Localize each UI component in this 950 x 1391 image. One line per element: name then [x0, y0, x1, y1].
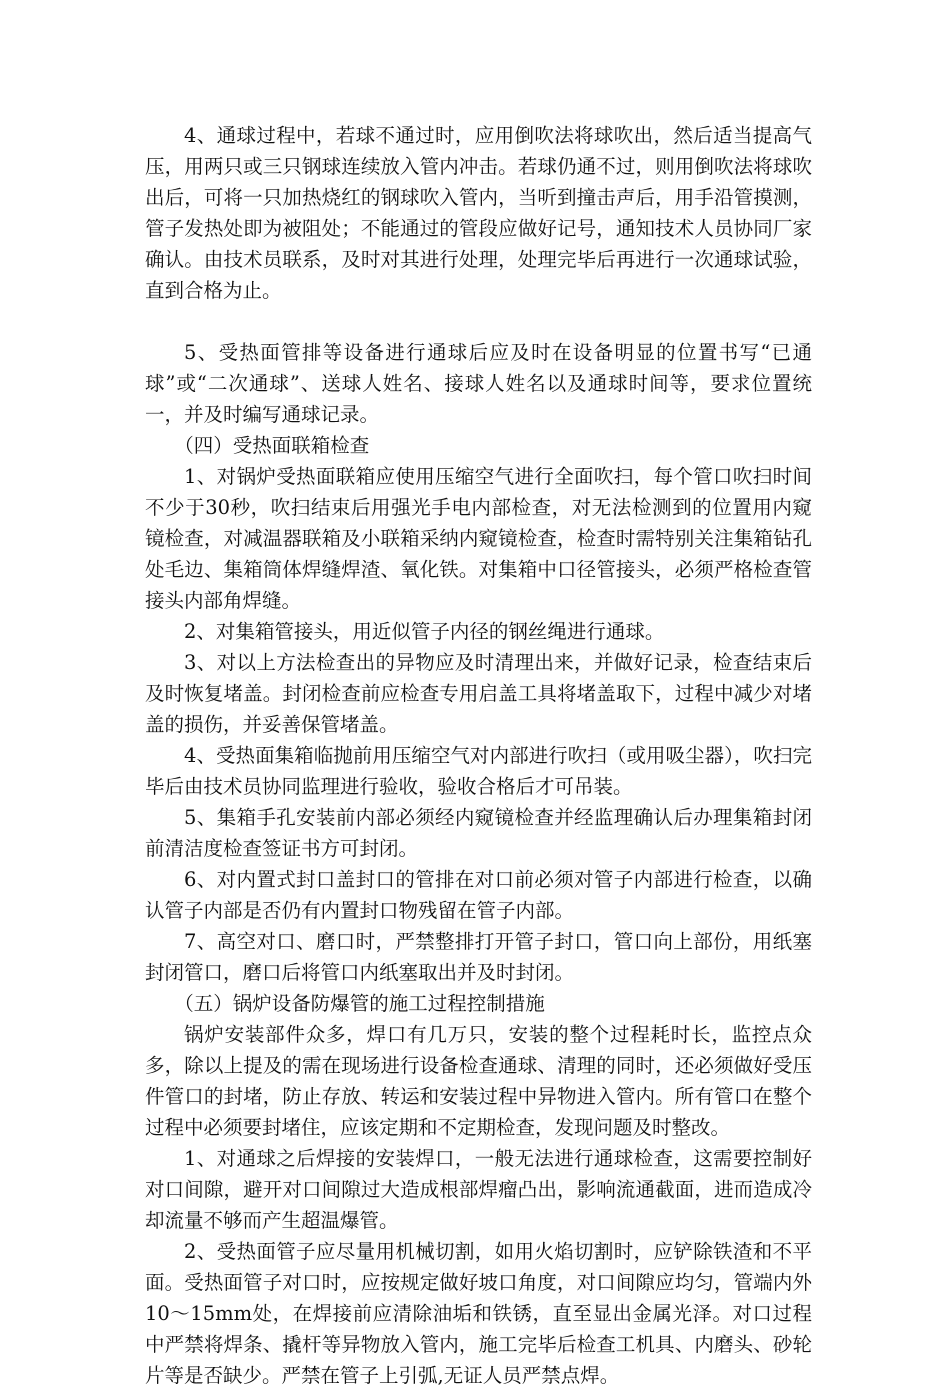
paragraph-header-purge: 1、对锅炉受热面联箱应使用压缩空气进行全面吹扫，每个管口吹扫时间不少于30秒，吹扫结束后用强光手电内部检查，对无法检测到的位置用内窥镜检查，对减温器联箱及小联箱采纳内窥镜检查，检查时需特别关注集箱钻孔处毛边、集箱筒体焊缝焊渣、氧化铁。对集箱中口径管接头，必须严格检查管接头内部角焊缝。 [145, 465, 812, 612]
paragraph-ball-blocked: 4、通球过程中，若球不通过时，应用倒吹法将球吹出，然后适当提高气压，用两只或三只钢球连续放入管内冲击。若球仍通不过，则用倒吹法将球吹出后，可将一只加热烧红的钢球吹入管内，当听到撞击声后，用手沿管摸测，管子发热处即为被阻处；不能通过的管段应做好记号，通知技术人员协同厂家确认。由技术员联系，及时对其进行处理，处理完毕后再进行一次通球试验，直到合格为止。 [145, 124, 812, 302]
paragraph-header-stub-ball: 2、对集箱管接头，用近似管子内径的钢丝绳进行通球。 [184, 620, 665, 643]
paragraph-inner-cap-check: 6、对内置式封口盖封口的管排在对口前必须对管子内部进行检查，以确认管子内部是否仍有内置封口物残留在管子内部。 [145, 868, 812, 922]
paragraph-header-before-lifting: 4、受热面集箱临抛前用压缩空气对内部进行吹扫（或用吸尘器），吹扫完毕后由技术员协同监理进行验收，验收合格后才可吊装。 [145, 744, 812, 798]
paragraph-marking: 5、受热面管排等设备进行通球后应及时在设备明显的位置书写“已通球”或“二次通球”、送球人姓名、接球人姓名以及通球时间等，要求位置统一，并及时编写通球记录。 [145, 341, 812, 426]
paragraph-handhole-closing: 5、集箱手孔安装前内部必须经内窥镜检查并经监理确认后办理集箱封闭前清洁度检查签证书方可封闭。 [145, 806, 812, 860]
paragraph-fitup-gap: 1、对通球之后焊接的安装焊口，一般无法进行通球检查，这需要控制好对口间隙，避开对口间隙过大造成根部焊瘤凸出，影响流通截面，进而造成冷却流量不够而产生超温爆管。 [145, 1147, 812, 1232]
paragraph-high-altitude-fitup: 7、高空对口、磨口时，严禁整排打开管子封口，管口向上部份，用纸塞封闭管口，磨口后将管口内纸塞取出并及时封闭。 [145, 930, 812, 984]
paragraph-header-foreign-matter: 3、对以上方法检查出的异物应及时清理出来，并做好记录，检查结束后及时恢复堵盖。封闭检查前应检查专用启盖工具将堵盖取下，过程中减少对堵盖的损伤，并妥善保管堵盖。 [145, 651, 812, 736]
paragraph-explosion-intro: 锅炉安装部件众多，焊口有几万只，安装的整个过程耗时长，监控点众多，除以上提及的需在现场进行设备检查通球、清理的同时，还必须做好受压件管口的封堵，防止存放、转运和安装过程中异物进入管内。所有管口在整个过程中必须要封堵住，应该定期和不定期检查，发现问题及时整改。 [145, 1023, 812, 1139]
paragraph-cutting-and-fitup: 2、受热面管子应尽量用机械切割，如用火焰切割时，应铲除铁渣和不平面。受热面管子对口时，应按规定做好坡口角度，对口间隙应均匀，管端内外10～15mm处，在焊接前应清除油垢和铁锈，直至显出金属光泽。对口过程中严禁将焊条、撬杆等异物放入管内，施工完毕后检查工机具、内磨头、砂轮片等是否缺少。严禁在管子上引弧,无证人员严禁点焊。 [145, 1240, 812, 1387]
section-heading-header-inspection: （四）受热面联箱检查 [174, 434, 370, 457]
section-heading-explosion-prevention: （五）锅炉设备防爆管的施工过程控制措施 [174, 992, 545, 1015]
